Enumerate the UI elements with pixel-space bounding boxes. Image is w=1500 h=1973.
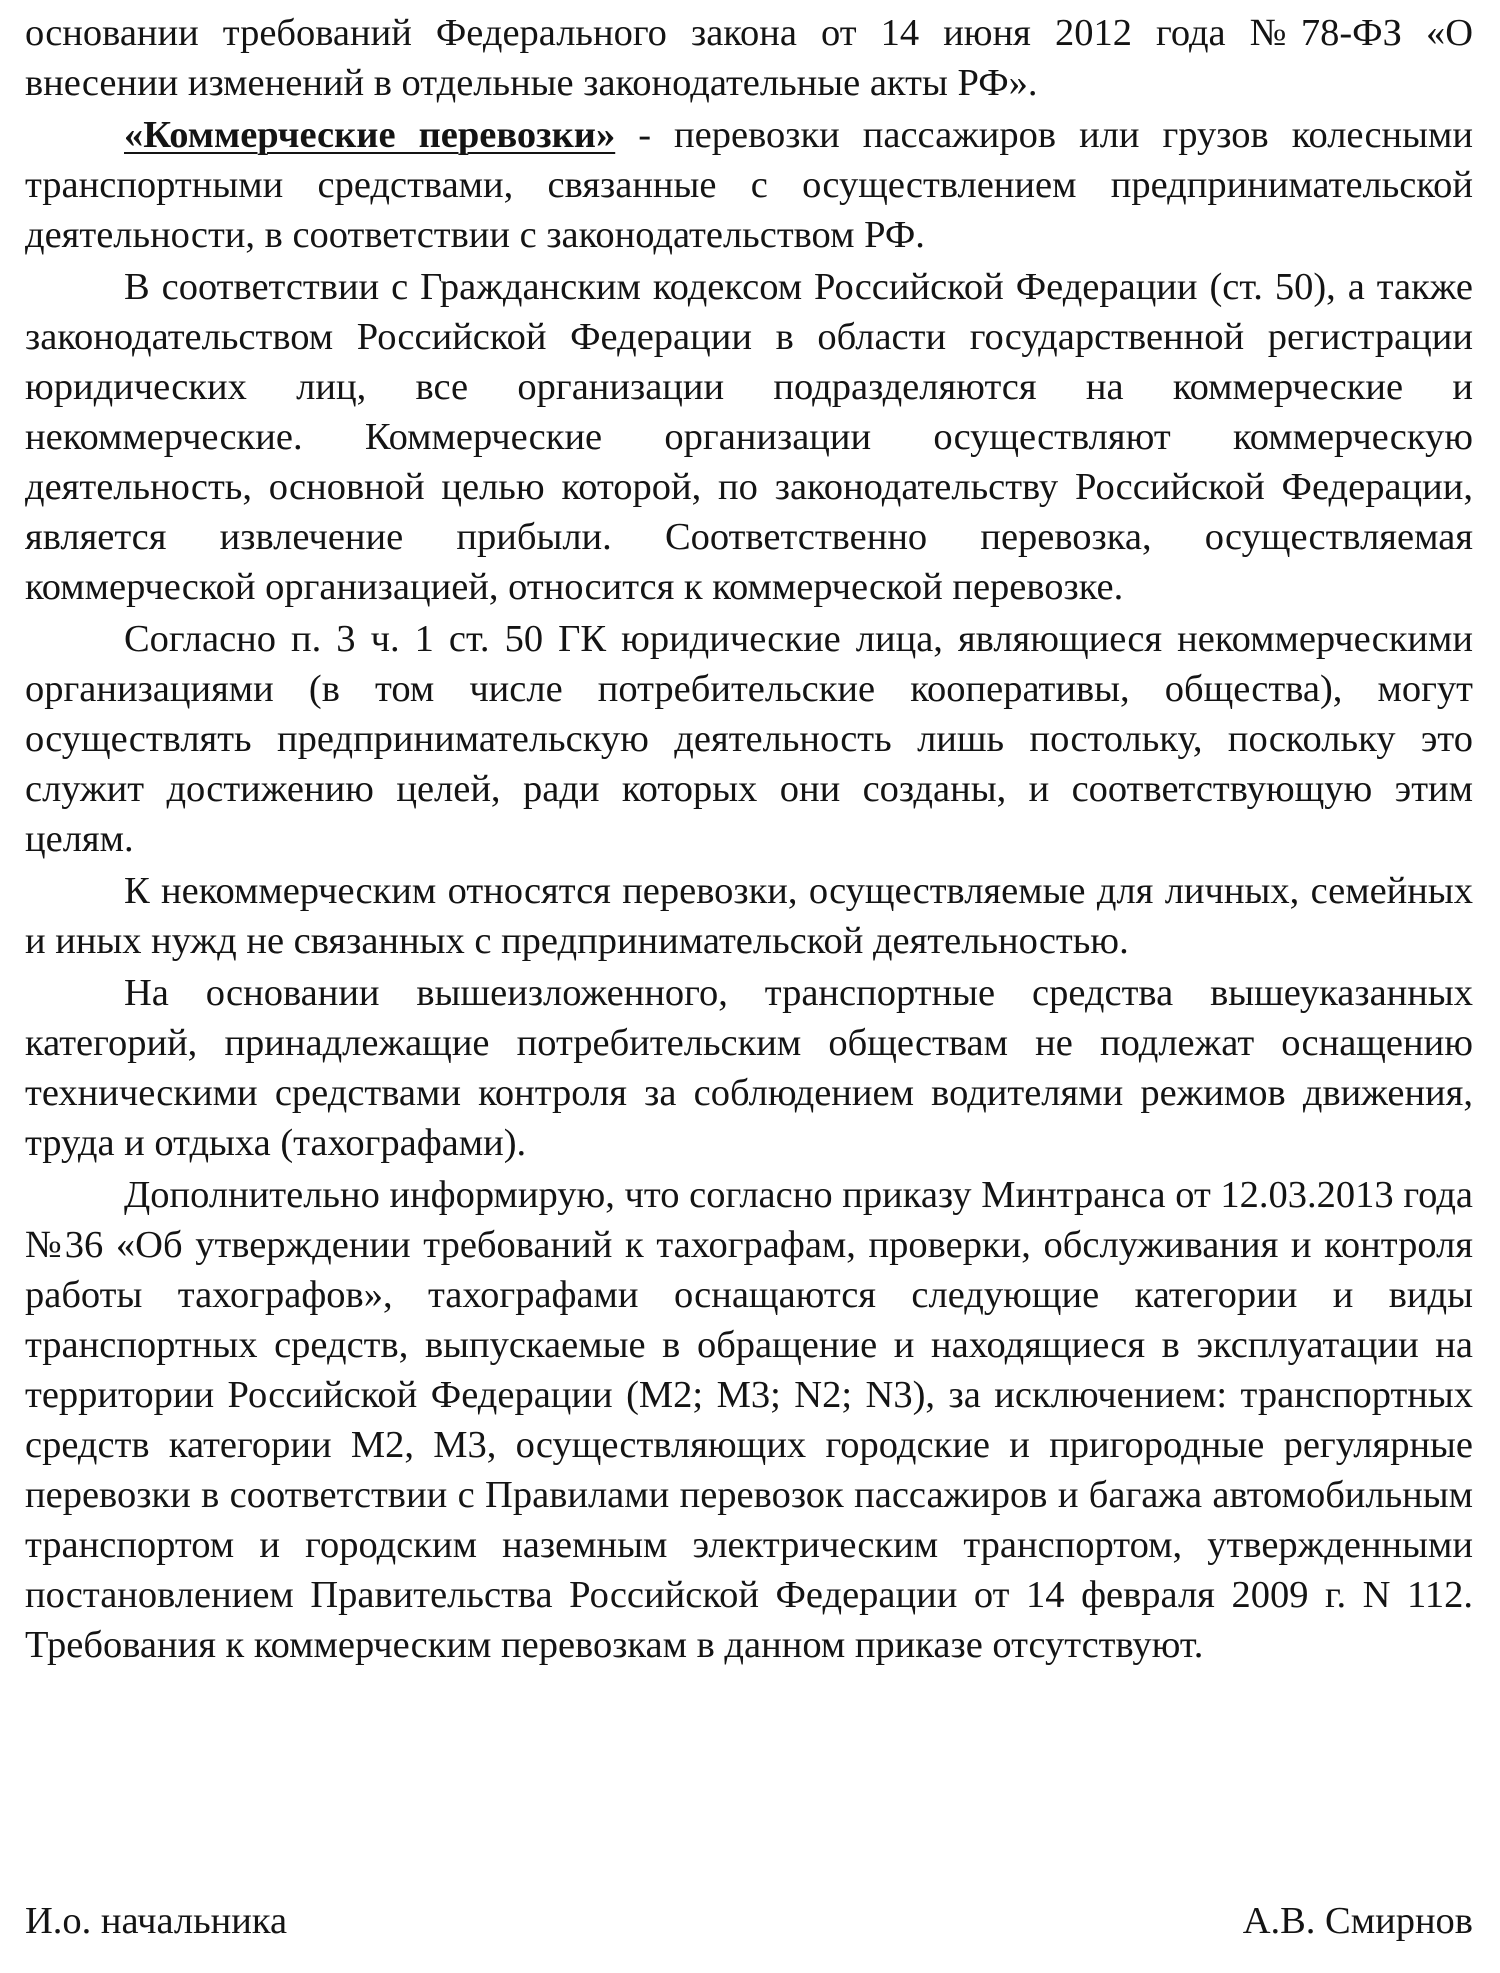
signature-block [25, 1896, 1473, 1946]
paragraph-civil-code [25, 262, 1473, 612]
paragraph-text: В соответствии с Гражданским кодексом Российской Федерации (ст. 50), а также законодательством Российской Федерации в области государственной регистрации юридических лиц, все организации подразделяются на коммерческие и некоммерческие. Коммерческие организации осуществляют коммерческую деятельность, основной целью которой, по законодательству Российской Федерации, является извлечение прибыли. Соответственно перевозка, осуществляемая коммерческой организацией, относится к коммерческой перевозке. [25, 266, 1473, 608]
paragraph-noncommercial-orgs [25, 614, 1473, 864]
paragraph-conclusion [25, 968, 1473, 1168]
paragraph-text: основании требований Федерального закона от 14 июня 2012 года №78-ФЗ «О внесении изменений в отдельные законодательные акты РФ». [25, 12, 1473, 104]
paragraph-text: Дополнительно информирую, что согласно приказу Минтранса от 12.03.2013 года №36 «Об утверждении требований к тахографам, проверки, обслуживания и контроля работы тахографов», тахографами оснащаются следующие категории и виды транспортных средств, выпускаемые в обращение и находящиеся в эксплуатации на территории Российской Федерации (М2; М3; N2; N3), за исключением: транспортных средств категории М2, М3, осуществляющих городские и пригородные регулярные перевозки в соответствии с Правилами перевозок пассажиров и багажа автомобильным транспортом и городским наземным электрическим транспортом, утвержденными постановлением Правительства Российской Федерации от 14 февраля 2009 г. N 112. Требования к коммерческим перевозкам в данном приказе отсутствуют. [25, 1174, 1473, 1666]
signatory-name: А.В. Смирнов [1242, 1900, 1473, 1942]
defined-term: «Коммерческие перевозки» [124, 114, 616, 156]
paragraph-definition [25, 110, 1473, 260]
paragraph-text: Согласно п. 3 ч. 1 ст. 50 ГК юридические лица, являющиеся некоммерческими организациями (в том числе потребительские кооперативы, общества), могут осуществлять предпринимательскую деятельность лишь постольку, поскольку это служит достижению целей, ради которых они созданы, и соответствующую этим целям. [25, 618, 1473, 860]
paragraph-noncommercial-transport [25, 866, 1473, 966]
document-body [25, 8, 1473, 1670]
paragraph-text: На основании вышеизложенного, транспортные средства вышеуказанных категорий, принадлежащие потребительским обществам не подлежат оснащению техническими средствами контроля за соблюдением водителями режимов движения, труда и отдыха (тахографами). [25, 972, 1473, 1164]
paragraph-mintrans-order [25, 1170, 1473, 1670]
paragraph-text: К некоммерческим относятся перевозки, осуществляемые для личных, семейных и иных нужд не связанных с предпринимательской деятельностью. [25, 870, 1473, 962]
paragraph-text: - перевозки пассажиров или грузов колесными транспортными средствами, связанные с осуществлением предпринимательской деятельности, в соответствии с законодательством РФ. [25, 114, 1473, 256]
paragraph-legal-basis [25, 8, 1473, 108]
signatory-position: И.о. начальника [25, 1900, 288, 1942]
